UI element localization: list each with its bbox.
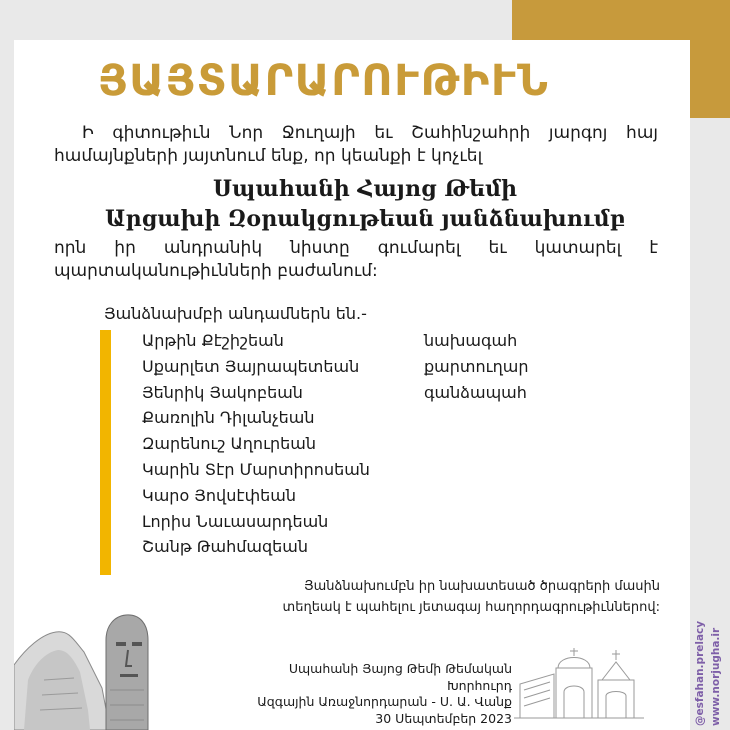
member-role: նախագահ (424, 331, 518, 350)
member-name: Զարենուշ Աղուրեան (142, 434, 317, 454)
member-name: Սքարլետ Յայրապետեան (142, 356, 360, 376)
committee-heading-line2: Արցախի Զօրակցութեան յանձնախումբ (105, 206, 625, 232)
social-credits (690, 588, 730, 730)
signature-office: Ազգային Առաջնորդարան - Ս. Ա. Վանք (257, 694, 512, 709)
member-name: Լորիս Նաւասարդեան (142, 511, 329, 531)
member-names-list (142, 328, 370, 560)
members-intro: Յանձնախմբի անդամներն են.- (104, 304, 367, 323)
page-title: ՅԱՅՏԱՐԱՐՈՒԹԻՒՆ (98, 56, 550, 106)
monument-illustration (14, 560, 214, 730)
member-name: Շանթ Թահմազեան (142, 537, 308, 557)
intro-text: Ի գիտութիւն Նոր Ջուղայի եւ Շահինշահրի յարգոյ հայ համայնքների յայտնում ենք, որ կեանքի է կոչւել (54, 123, 658, 166)
intro-paragraph (54, 122, 658, 168)
church-illustration (514, 640, 644, 720)
signature-date: 30 Սեպտեմբեր 2023 (375, 710, 512, 726)
member-name: Արթին Քէշիշեան (142, 331, 284, 350)
decorative-vertical-bar (100, 330, 111, 575)
website-link[interactable]: www.norjugha.ir (710, 627, 722, 726)
member-name: Կարօ Յովսէփեան (142, 485, 297, 505)
signature-org: Սպահանի Յայոց Թեմի Թեմական Խորհուրդ (288, 661, 512, 693)
signature-block (240, 661, 512, 727)
closing-line2: տեղեակ է պահելու յետագայ հաղորդագրութիւններով: (282, 600, 660, 615)
instagram-handle: @esfahan.prelacy (694, 620, 706, 726)
closing-line1: Յանձնախումբն իր նախատեսած ծրագրերի մասին (304, 579, 660, 594)
body-paragraph: որն իր անդրանիկ նիստը գումարել եւ կատարել է պարտականութիւնների բաժանում: (54, 238, 658, 281)
committee-heading-line1: Սպահանի Հայոց Թեմի (212, 176, 517, 202)
member-role: գանձապահ (424, 382, 527, 402)
closing-note (270, 576, 660, 618)
member-role: քարտուղար (424, 356, 529, 376)
member-name: Յենրիկ Յակոբեան (142, 382, 303, 402)
member-roles-list (424, 328, 528, 405)
member-name: Կարին Տէր Մարտիրոսեան (142, 459, 370, 479)
member-name: Քառոլին Դիլանչեան (142, 408, 315, 428)
